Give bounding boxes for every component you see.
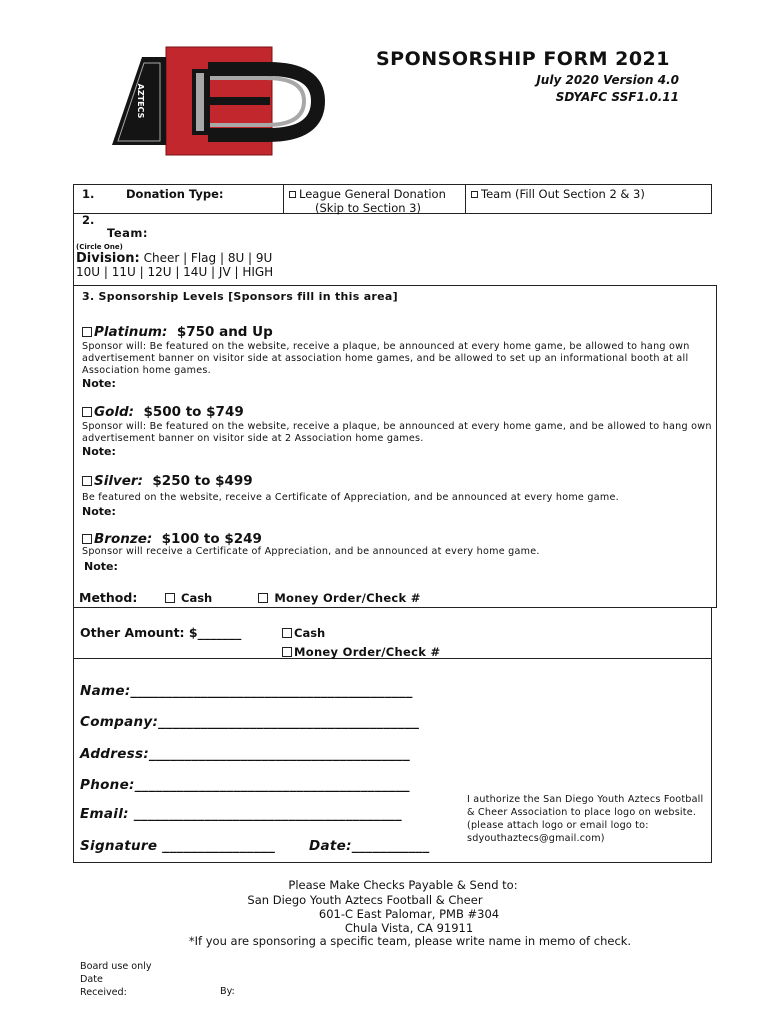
platinum-checkbox[interactable] xyxy=(82,327,92,337)
name-field[interactable]: Name:________________________________________ xyxy=(80,683,413,699)
payable-org: San Diego Youth Aztecs Football & Cheer xyxy=(247,893,483,907)
silver-desc-1: Be featured on the website, receive a Certificate of Appreciation, and be announced at every home game. xyxy=(82,492,619,503)
divider xyxy=(283,184,284,214)
league-general-label: League General Donation xyxy=(299,187,446,201)
lower-right-border xyxy=(711,608,712,863)
gold-note[interactable]: Note: xyxy=(82,445,116,458)
team-option-label: Team (Fill Out Section 2 & 3) xyxy=(481,187,645,201)
other-cash-label: Cash xyxy=(294,626,326,640)
team-label: Team: xyxy=(107,226,148,240)
skip-to-section-3: (Skip to Section 3) xyxy=(315,201,421,215)
logo-text: AZTECS xyxy=(136,83,145,119)
bronze-level[interactable] xyxy=(82,531,262,547)
other-amount-field[interactable]: Other Amount: $_______ xyxy=(80,625,242,640)
memo-instruction: *If you are sponsoring a specific team, please write name in memo of check. xyxy=(188,934,632,948)
gold-desc-1: Sponsor will: Be featured on the website, receive a plaque, be announced at every home game, and be allowed to hang own xyxy=(82,421,712,432)
auth-line-3: (please attach logo or email logo to: xyxy=(467,820,649,831)
lower-bottom-border xyxy=(73,862,712,863)
option-team[interactable] xyxy=(471,187,645,201)
board-received-label: Received: xyxy=(80,987,127,998)
circle-one-label: (Circle One) xyxy=(76,243,123,251)
section-2-border xyxy=(73,214,74,286)
bronze-note[interactable]: Note: xyxy=(84,560,118,573)
method-cash-checkbox[interactable] xyxy=(165,593,175,603)
board-use-block xyxy=(80,960,152,999)
email-field[interactable]: Email: ______________________________________ xyxy=(80,806,402,822)
bronze-checkbox[interactable] xyxy=(82,534,92,544)
division-line-1: Cheer | Flag | 8U | 9U xyxy=(139,251,273,265)
option-league-general[interactable] xyxy=(289,187,446,201)
aztecs-logo xyxy=(108,45,334,157)
company-field[interactable]: Company:_____________________________________ xyxy=(80,714,420,730)
platinum-amount: $750 and Up xyxy=(176,324,273,340)
division-label: Division: xyxy=(76,251,140,266)
divider xyxy=(465,184,466,214)
phone-field[interactable]: Phone:_______________________________________ xyxy=(80,777,410,793)
silver-amount: $250 to $499 xyxy=(152,473,253,489)
other-cash-checkbox[interactable] xyxy=(282,628,292,638)
other-cash[interactable] xyxy=(282,626,325,640)
form-version: July 2020 Version 4.0 xyxy=(536,73,679,87)
platinum-desc-2: advertisement banner on visitor side at association home games, and be allowed to set up an informational booth at all xyxy=(82,353,689,364)
team-checkbox[interactable] xyxy=(471,191,478,198)
address-field[interactable]: Address:_____________________________________ xyxy=(80,746,410,762)
gold-checkbox[interactable] xyxy=(82,407,92,417)
silver-checkbox[interactable] xyxy=(82,476,92,486)
payable-street: 601-C East Palomar, PMB #304 xyxy=(318,907,500,921)
silver-name: Silver: xyxy=(94,473,143,489)
other-money-order-checkbox[interactable] xyxy=(282,647,292,657)
donation-type-label: Donation Type: xyxy=(126,187,224,201)
auth-line-4: sdyouthaztecs@gmail.com) xyxy=(467,833,605,844)
form-title: SPONSORSHIP FORM 2021 xyxy=(376,48,670,70)
division-line-2: 10U | 11U | 12U | 14U | JV | HIGH xyxy=(76,265,274,279)
gold-amount: $500 to $749 xyxy=(143,404,244,420)
gold-name: Gold: xyxy=(94,404,135,420)
date-field[interactable]: Date:___________ xyxy=(309,838,430,854)
board-by-label: By: xyxy=(220,986,235,997)
board-use-label: Board use only xyxy=(80,961,152,972)
method-cash[interactable] xyxy=(165,591,212,605)
auth-line-1: I authorize the San Diego Youth Aztecs Football xyxy=(467,794,704,805)
gold-level[interactable] xyxy=(82,404,244,420)
section-2-number: 2. xyxy=(82,213,95,227)
method-label: Method: xyxy=(79,590,138,605)
league-general-checkbox[interactable] xyxy=(289,191,296,198)
gold-desc-2: advertisement banner on visitor side at 2 Association home games. xyxy=(82,433,424,444)
platinum-level[interactable] xyxy=(82,324,273,340)
section-3-heading: 3. Sponsorship Levels [Sponsors fill in this area] xyxy=(82,290,398,303)
other-money-order[interactable] xyxy=(282,645,440,659)
bronze-desc-1: Sponsor will receive a Certificate of Appreciation, and be announced at every home game. xyxy=(82,546,540,557)
platinum-desc-1: Sponsor will: Be featured on the website, receive a plaque, be announced at every home game, be allowed to hang own xyxy=(82,341,690,352)
logo-authorization xyxy=(467,793,703,845)
division-options xyxy=(76,251,272,266)
method-cash-label: Cash xyxy=(181,591,213,605)
bronze-amount: $100 to $249 xyxy=(161,531,262,547)
platinum-desc-3: Association home games. xyxy=(82,365,211,376)
payable-city: Chula Vista, CA 91911 xyxy=(344,921,474,935)
method-money-order[interactable] xyxy=(258,591,421,605)
method-money-order-label: Money Order/Check # xyxy=(274,591,421,605)
method-money-order-checkbox[interactable] xyxy=(258,593,268,603)
lower-left-border xyxy=(73,608,74,863)
section-1-number: 1. xyxy=(82,187,95,201)
platinum-name: Platinum: xyxy=(94,324,168,340)
board-date-label: Date xyxy=(80,974,103,985)
silver-level[interactable] xyxy=(82,473,253,489)
signature-field[interactable]: Signature ________________ xyxy=(80,838,276,854)
form-code: SDYAFC SSF1.0.11 xyxy=(555,90,679,104)
bronze-name: Bronze: xyxy=(94,531,153,547)
auth-line-2: & Cheer Association to place logo on website. xyxy=(467,807,697,818)
other-money-order-label: Money Order/Check # xyxy=(294,645,441,659)
silver-note[interactable]: Note: xyxy=(82,505,116,518)
payable-heading: Please Make Checks Payable & Send to: xyxy=(288,878,518,892)
platinum-note[interactable]: Note: xyxy=(82,377,116,390)
